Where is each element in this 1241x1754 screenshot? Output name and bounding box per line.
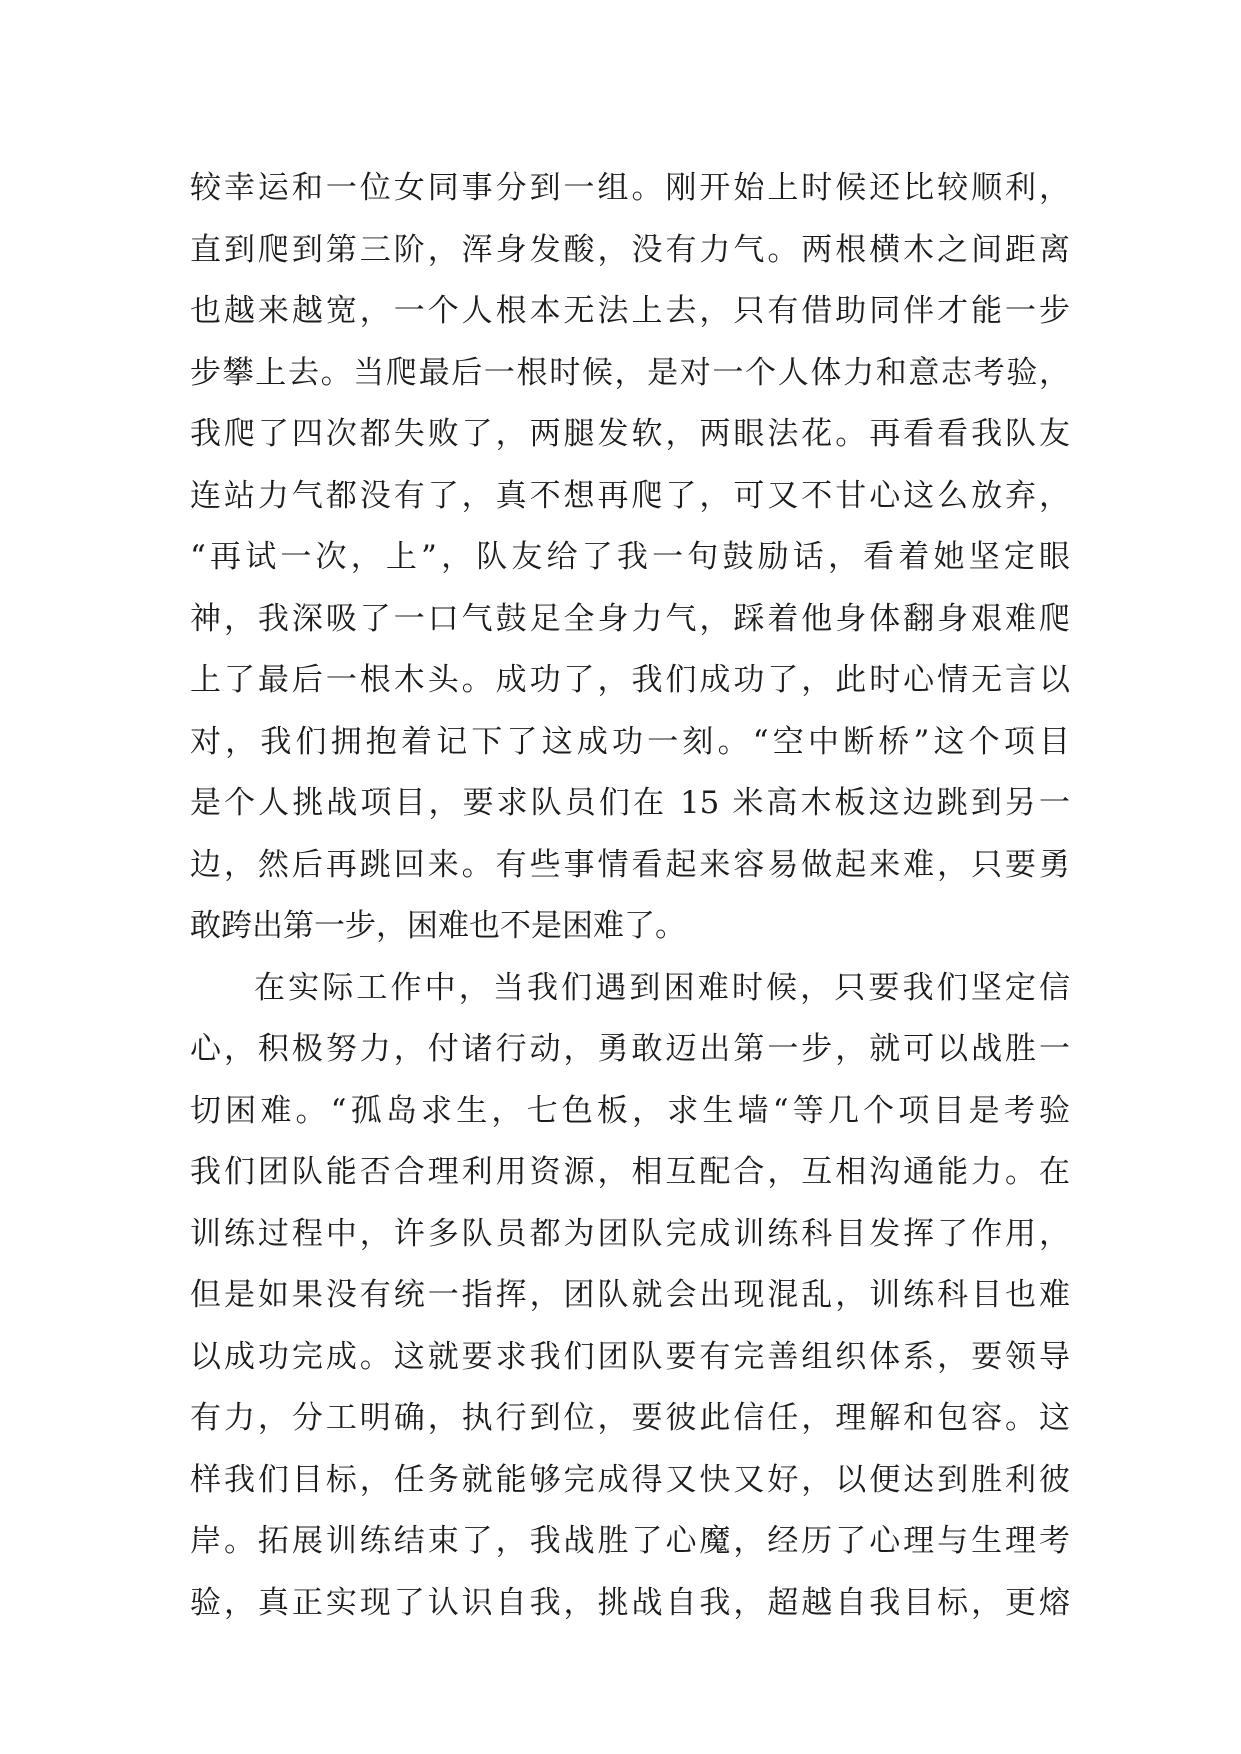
text-line: 岸。拓展训练结束了，我战胜了心魔，经历了心理与生理考 (190, 1523, 1070, 1559)
text-line: 训练过程中，许多队员都为团队完成训练科目发挥了作用， (190, 1215, 1070, 1252)
text-line: 边，然后再跳回来。有些事情看起来容易做起来难，只要勇 (190, 846, 1070, 883)
text-line: 对，我们拥抱着记下了这成功一刻。“空中断桥”这个项目 (190, 723, 1070, 760)
text-line: “再试一次，上”，队友给了我一句鼓励话，看着她坚定眼 (190, 539, 1070, 575)
text-line: 但是如果没有统一指挥，团队就会出现混乱，训练科目也难 (190, 1277, 1070, 1313)
paragraph-2 (190, 958, 1070, 1635)
text-line: 我爬了四次都失败了，两腿发软，两眼法花。再看看我队友 (190, 416, 1070, 452)
text-line: 心，积极努力，付诸行动，勇敢迈出第一步，就可以战胜一 (190, 1031, 1070, 1067)
text-line: 连站力气都没有了，真不想再爬了，可又不甘心这么放弃， (190, 477, 1070, 514)
text-line: 较幸运和一位女同事分到一组。刚开始上时候还比较顺利， (190, 170, 1070, 206)
text-line: 是个人挑战项目，要求队员们在 15 米高木板这边跳到另一 (190, 785, 1070, 821)
text-line: 步攀上去。当爬最后一根时候，是对一个人体力和意志考验， (190, 354, 1070, 391)
text-line: 我们团队能否合理利用资源，相互配合，互相沟通能力。在 (190, 1154, 1070, 1190)
text-line: 直到爬到第三阶，浑身发酸，没有力气。两根横木之间距离 (190, 231, 1070, 268)
text-line: 也越来越宽，一个人根本无法上去，只有借助同伴才能一步 (190, 293, 1070, 329)
text-line: 以成功完成。这就要求我们团队要有完善组织体系，要领导 (190, 1338, 1070, 1375)
text-line: 切困难。“孤岛求生，七色板，求生墙“等几个项目是考验 (190, 1092, 1070, 1129)
text-line: 神，我深吸了一口气鼓足全身力气，踩着他身体翻身艰难爬 (190, 600, 1070, 637)
text-line: 上了最后一根木头。成功了，我们成功了，此时心情无言以 (190, 662, 1070, 698)
text-line: 有力，分工明确，执行到位，要彼此信任，理解和包容。这 (190, 1400, 1070, 1436)
paragraph-1 (190, 158, 1070, 958)
text-line: 敢跨出第一步，困难也不是困难了。 (190, 908, 686, 944)
text-line: 验，真正实现了认识自我，挑战自我，超越自我目标，更熔 (190, 1584, 1070, 1621)
text-line: 样我们目标，任务就能够完成得又快又好，以便达到胜利彼 (190, 1461, 1070, 1498)
document-body (190, 158, 1070, 1634)
text-line: 在实际工作中，当我们遇到困难时候，只要我们坚定信 (254, 969, 1070, 1006)
